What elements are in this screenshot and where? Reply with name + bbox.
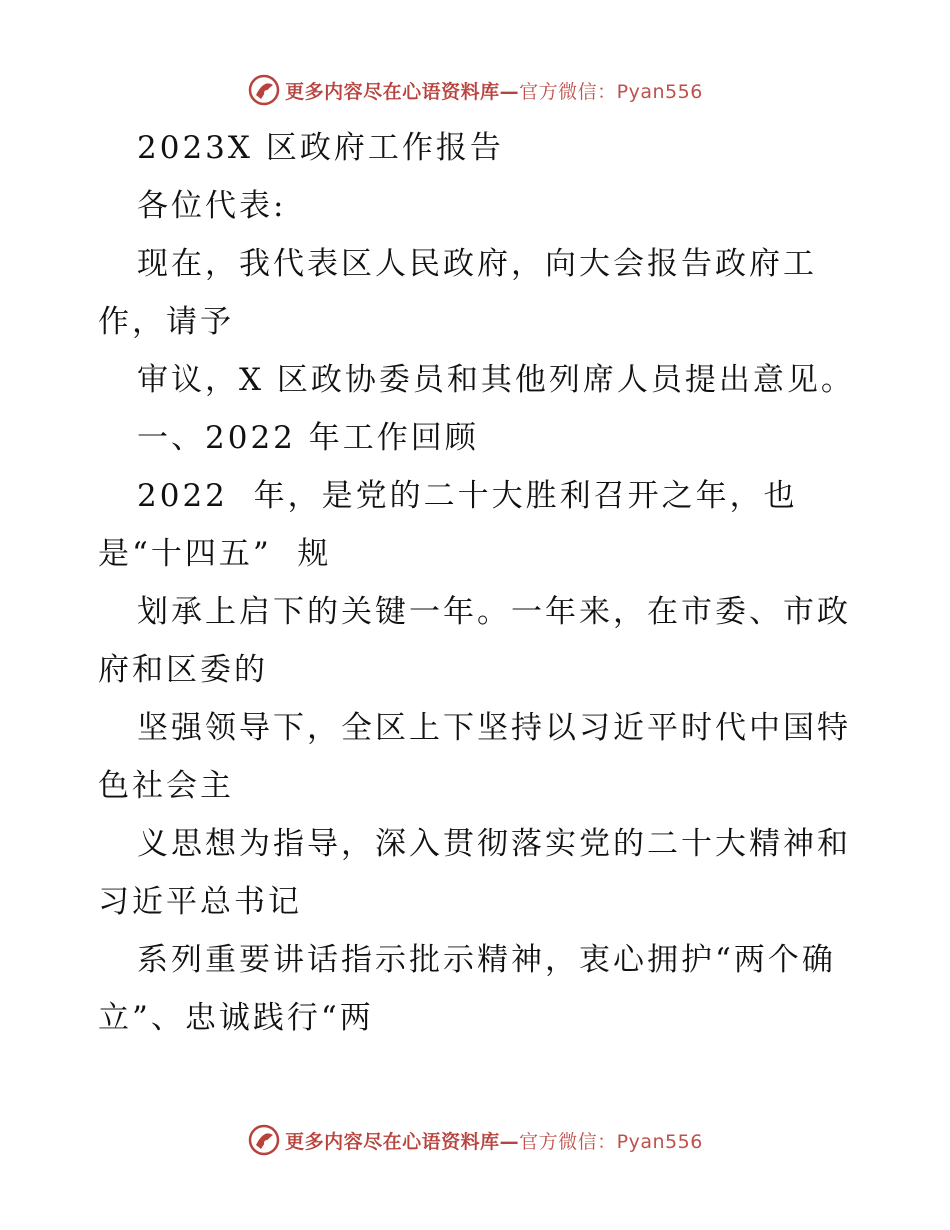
salutation: 各位代表:: [137, 188, 287, 224]
brand-logo-icon: [247, 1123, 281, 1157]
banner-wechat: 官方微信：Pyan556: [519, 1130, 703, 1153]
paragraph-line: 是“十四五” 规: [98, 536, 332, 572]
paragraph-line: 划承上启下的关键一年。一年来，在市委、市政: [137, 594, 851, 630]
paragraph-line: 系列重要讲话指示批示精神，衷心拥护“两个确: [137, 942, 836, 978]
banner-text: 更多内容尽在心语资料库—官方微信：Pyan556: [285, 1130, 703, 1153]
brand-logo-icon: [247, 73, 281, 107]
footer-banner: [0, 1120, 950, 1160]
banner-wechat: 官方微信：Pyan556: [519, 80, 703, 103]
paragraph-line: 2022 年，是党的二十大胜利召开之年，也: [137, 478, 798, 514]
paragraph-line: 现在，我代表区人民政府，向大会报告政府工: [137, 246, 817, 282]
banner-text: 更多内容尽在心语资料库—官方微信：Pyan556: [285, 80, 703, 103]
paragraph-line: 义思想为指导，深入贯彻落实党的二十大精神和: [137, 826, 851, 862]
header-banner: [0, 70, 950, 110]
section-heading: 一、2022 年工作回顾: [137, 420, 479, 456]
paragraph-line: 府和区委的: [98, 652, 268, 688]
document-title: 2023X 区政府工作报告: [137, 130, 504, 166]
paragraph-line: 色社会主: [98, 768, 234, 804]
paragraph-line: 作，请予: [98, 304, 234, 340]
paragraph-line: 习近平总书记: [98, 884, 302, 920]
paragraph-line: 审议，X 区政协委员和其他列席人员提出意见。: [137, 362, 855, 398]
paragraph-line: 立”、忠诚践行“两: [98, 1000, 374, 1036]
paragraph-line: 坚强领导下，全区上下坚持以习近平时代中国特: [137, 710, 851, 746]
